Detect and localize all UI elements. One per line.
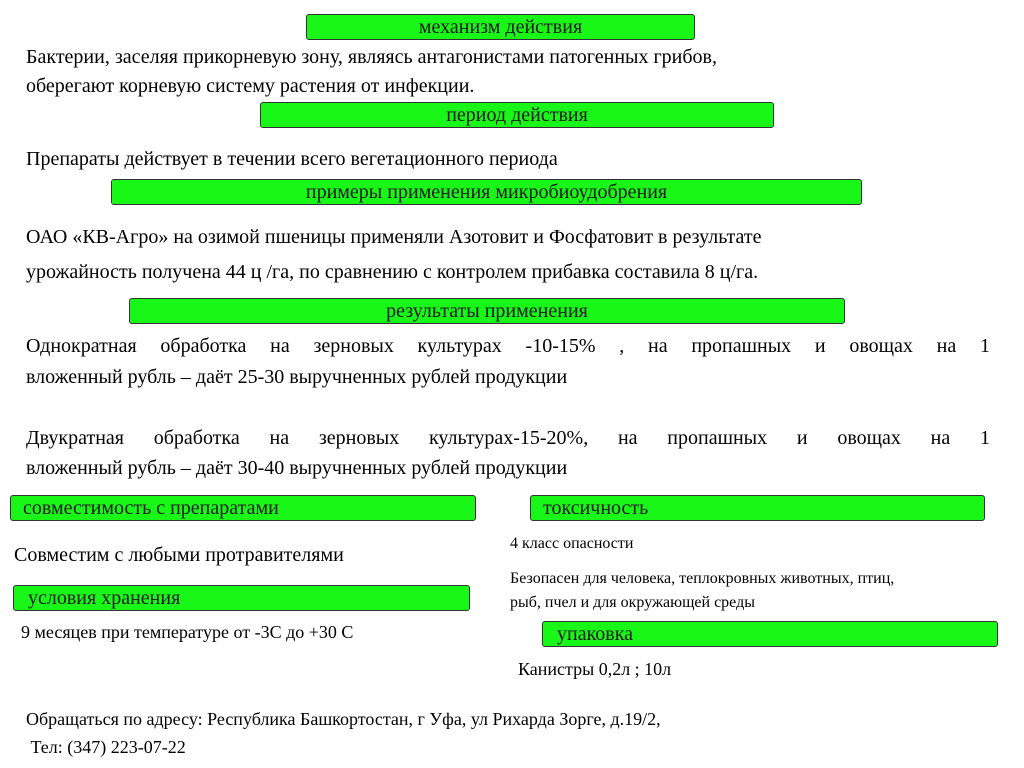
examples-text-line-1: ОАО «КВ-Агро» на озимой пшеницы применяли Азотовит и Фосфатовит в результате (26, 226, 762, 248)
header-toxicity: токсичность (530, 495, 985, 521)
results-double-line-2: вложенный рубль – даёт 30-40 выручненных рублей продукции (26, 457, 568, 479)
period-text: Препараты действует в течении всего вегетационного периода (26, 148, 558, 170)
storage-text: 9 месяцев при температуре от -3С до +30 С (21, 622, 354, 642)
packaging-text: Канистры 0,2л ; 10л (518, 659, 672, 679)
toxicity-safety-line-1: Безопасен для человека, теплокровных животных, птиц, (510, 570, 895, 587)
results-single-line-1 (26, 332, 990, 361)
contact-address: Обращаться по адресу: Республика Башкортостан, г Уфа, ул Рихарда Зорге, д.19/2, (26, 709, 661, 729)
header-packaging: упаковка (542, 621, 998, 647)
header-mechanism: механизм действия (306, 14, 695, 40)
examples-text-line-2: урожайность получена 44 ц /га, по сравнению с контролем прибавка составила 8 ц/га. (26, 261, 759, 283)
mechanism-text-line-1: Бактерии, заселяя прикорневую зону, являясь антагонистами патогенных грибов, (26, 46, 717, 68)
header-period: период действия (260, 102, 774, 128)
header-compatibility: совместимость с препаратами (10, 495, 476, 521)
header-storage: условия хранения (13, 585, 470, 611)
results-single-line-1-text: Однократная обработка на зерновых культурах -10-15% , на пропашных и овощах на 1 (26, 335, 990, 357)
results-double-line-1-text: Двукратная обработка на зерновых культурах-15-20%, на пропашных и овощах на 1 (26, 427, 990, 449)
header-results: результаты применения (129, 298, 845, 324)
toxicity-class-text: 4 класс опасности (510, 535, 634, 552)
compatibility-text: Совместим с любыми протравителями (14, 544, 344, 566)
results-double-line-1 (26, 424, 990, 453)
header-examples: примеры применения микробиоудобрения (111, 179, 862, 205)
mechanism-text-line-2: оберегают корневую систему растения от инфекции. (26, 75, 475, 97)
toxicity-safety-line-2: рыб, пчел и для окружающей среды (510, 594, 755, 611)
contact-phone: Тел: (347) 223-07-22 (26, 737, 186, 757)
results-single-line-2: вложенный рубль – даёт 25-30 выручненных рублей продукции (26, 366, 568, 388)
